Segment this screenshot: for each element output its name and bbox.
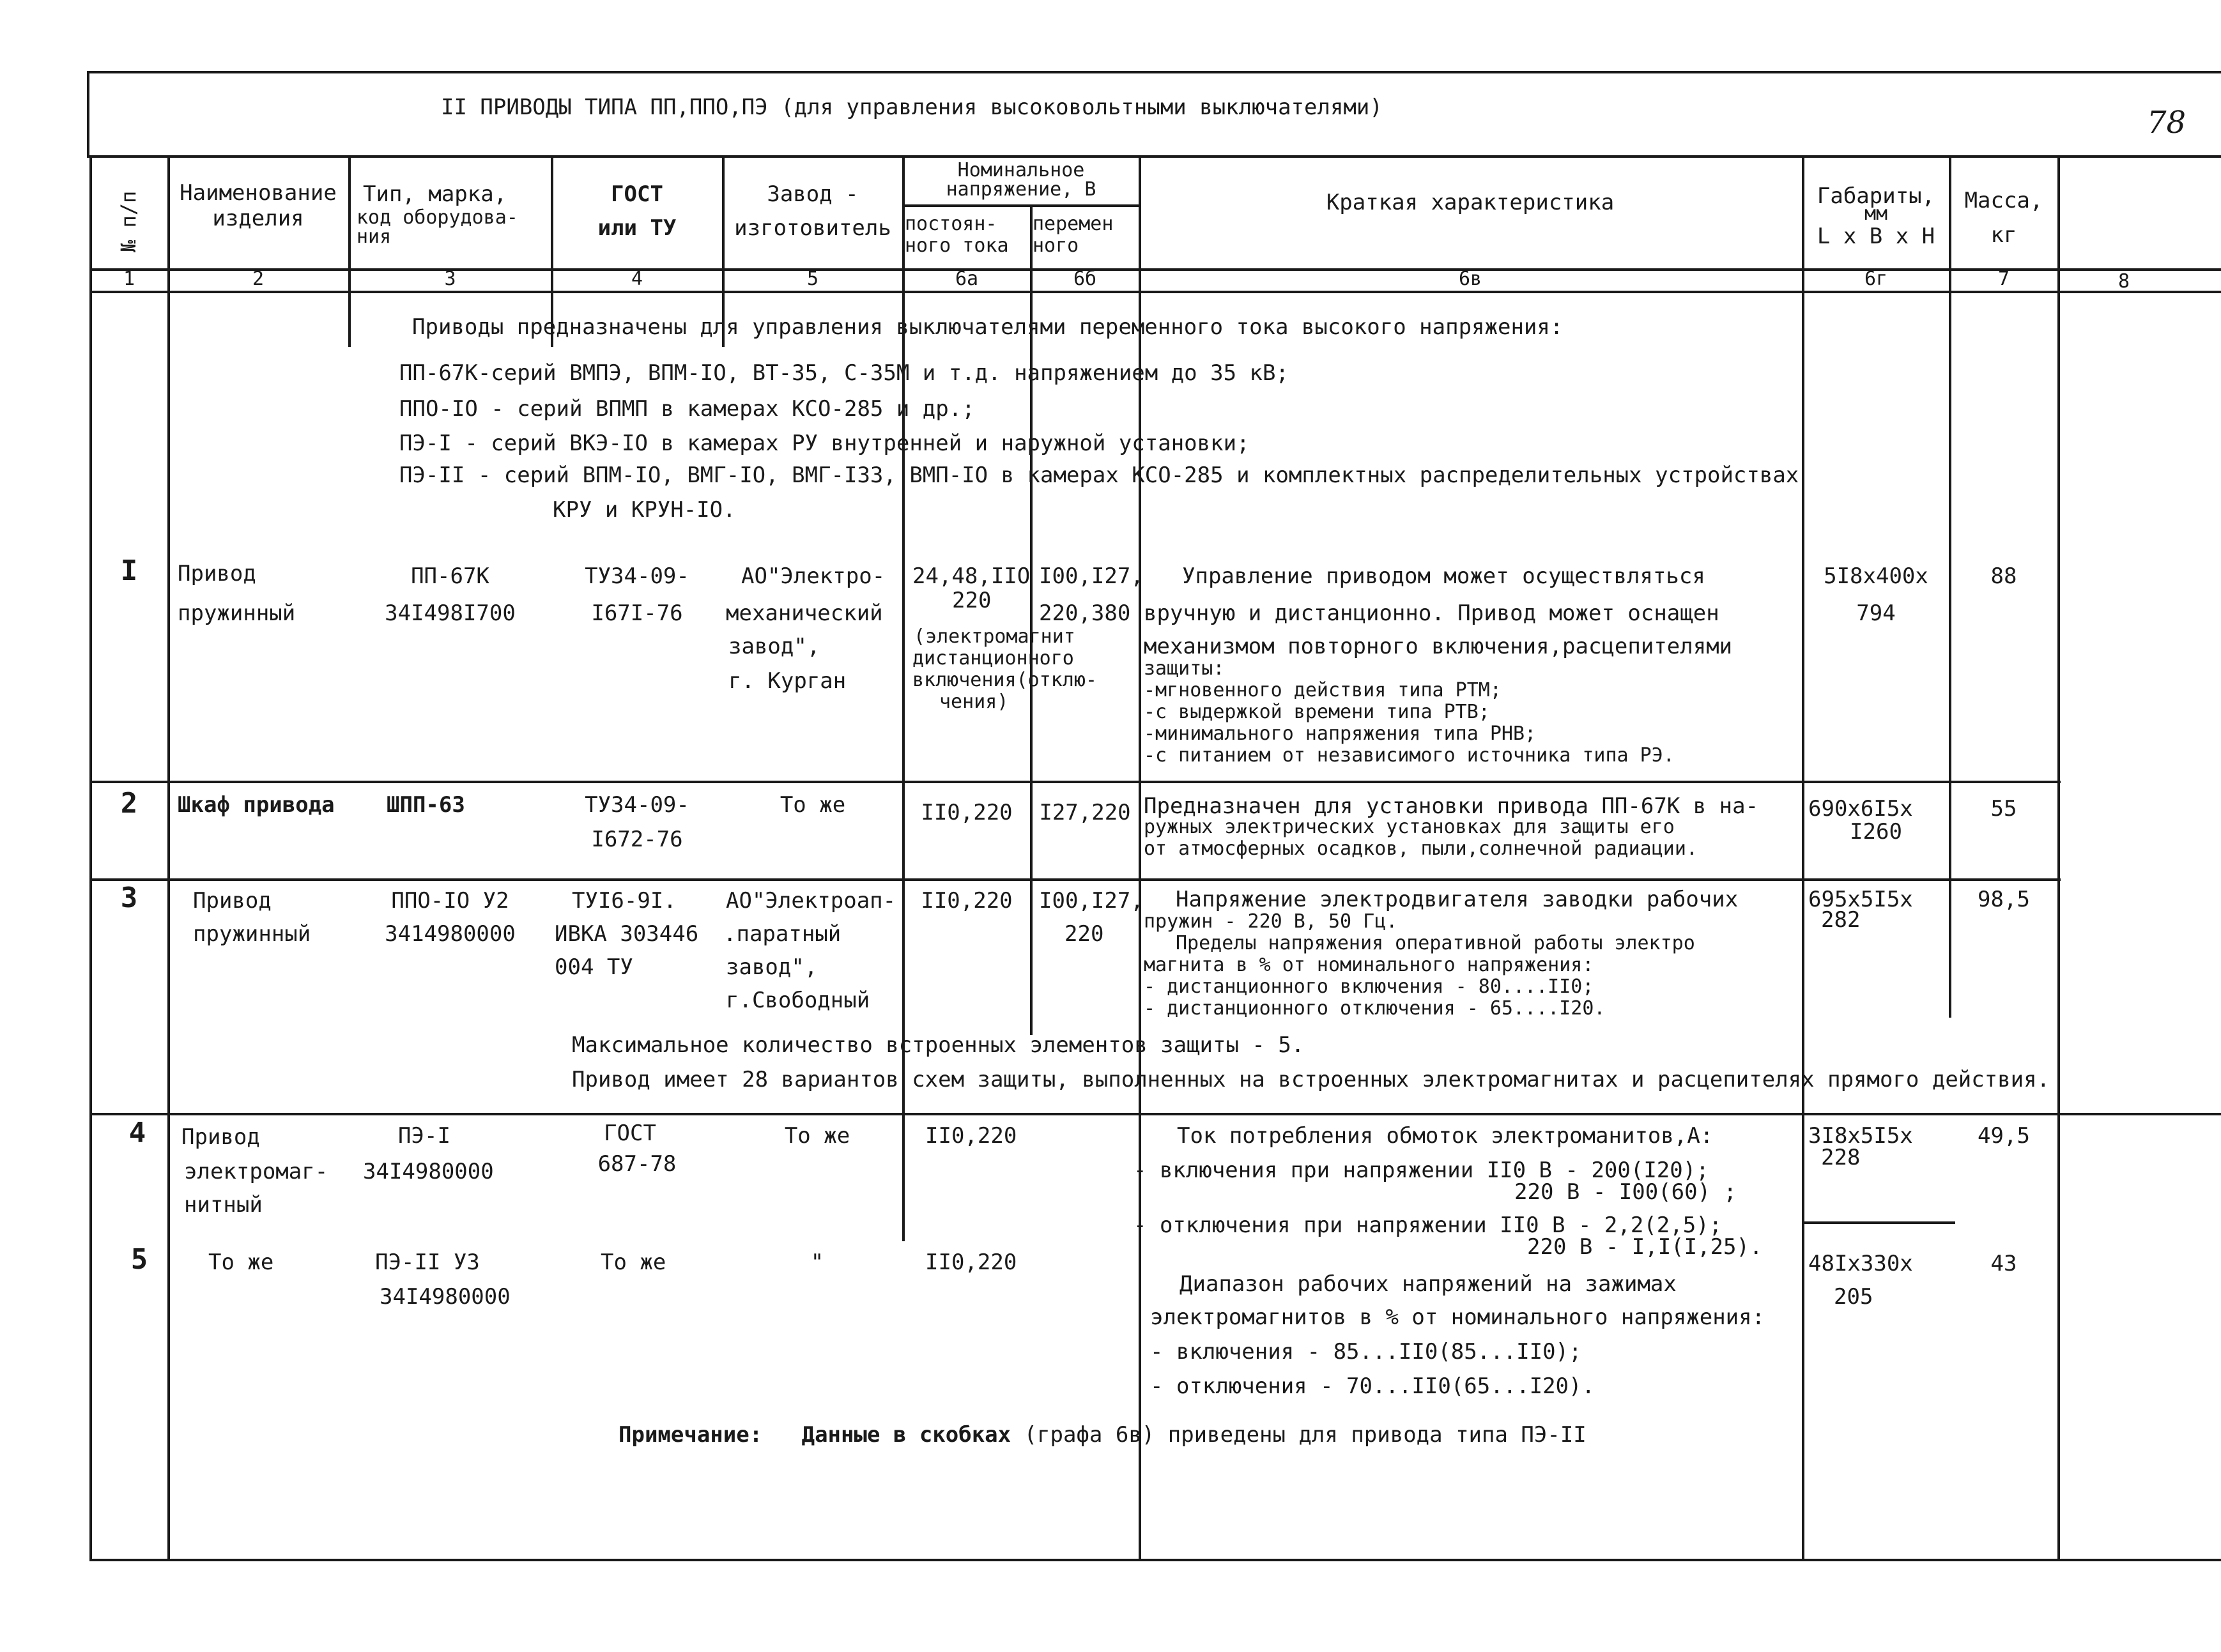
page-number: 78 [2147,105,2186,141]
row-number: 2 [120,787,138,820]
product-name: Шкаф привода [178,792,335,818]
description: Управление приводом может осуществляться [1182,563,1705,589]
dimensions: 5I8x400x [1824,563,1928,589]
nominal-voltage-divider [902,204,1140,207]
row2-top-line [89,781,2061,783]
colnum-2: 2 [252,268,265,290]
product-type: ПП-67К [411,563,489,589]
row5-line [1802,1221,1955,1224]
colnum-6g: 6г [1864,268,1888,290]
manufacturer: " [810,1250,824,1275]
colnum-5: 5 [806,268,819,290]
product-name: Привод [178,561,256,586]
col-line-2 [348,155,351,347]
dc-voltage: II0,220 [925,1123,1017,1149]
col-line-1 [167,155,170,1561]
row3-top-line [89,878,2061,881]
mass: 55 [1990,796,2017,822]
left-border-top [87,71,89,157]
product-gost: ГОСТ [604,1120,656,1146]
manufacturer: АО"Электроап- [726,888,896,914]
document-page: II ПРИВОДЫ ТИПА ПП,ППО,ПЭ (для управления высоковольтными выключателями) 78 № п/п Наименование изделия Тип, марка, код оборудова- ния ГОСТ или ТУ Завод - изготовитель Номинальное напряжение, В постоян- ного тока перемен ного Краткая характеристика Габариты, мм L x B x H Масса, кг 1 2 3 4 5 6а 6б 6в 6г 7 8 Приводы предназначены для управления выключателями переменного тока высокого напряжения: ПП-67К-серий ВМПЭ, ВПМ-IO, ВТ-35, С-35М и т.д. напряжением до 35 кВ; ППО-IO - серий ВПМП в камерах КСО-285 и др.; ПЭ-I - серий ВКЭ-IO в камерах РУ внутренней и наружной установки; ПЭ-II - серий ВПМ-IO, ВМГ-IO, ВМГ-I33, ВМП-IO в камерах КСО-285 и комплектных распределительных устройствах КРУ и КРУН-IO. I Привод пружинный ПП-67К 34I498I700 ТУ34-09- I67I-76 АО"Электро- механический завод", г. Курган 24,48,IIO 220 I00,I27, 220,380 (электромагнит дистанционного включения(отклю- чения) Управление приводом может осуществляться вручную и дистанционно. Привод может оснащен механизмом повторного включения,расцепителями защиты: -мгновенного действия типа РТМ; -с выдержкой времени типа РТВ; -минимального напряжения типа РНВ; -с питанием от независимого источника типа РЭ. 5I8x400x 794 88 2 Шкаф привода ШПП-63 ТУ34-09- I672-76 То же II0,220 I27,220 Предназначен для установки привода ПП-67К в на- ружных электрических установках для защиты его от атмосферных осадков, пыли,солнечной радиации. 690x6I5x I260 55 3 Привод пружинный ППО-IO У2 3414980000 ТУI6-9I. ИВКА 303446 004 ТУ АО"Электроап- .паратный завод", г.Свободный II0,220 I00,I27, 220 Напряжение электродвигателя заводки рабочих пружин - 220 В, 50 Гц. Пределы напряжения оперативной работы электро магнита в % от номинального напряжения: - дистанционного включения - 80....II0; - дистанционного отключения - 65....I20. 695x5I5x 282 98,5 Максимальное количество встроенных элементов защиты - 5. Привод имеет 28 вариантов схем защиты, выполненных на встроенных электромагнитах и расцепителях прямого действия. 4 Привод электромаг- нитный ПЭ-I 34I4980000 ГОСТ 687-78 То же II0,220 3I8x5I5x 228 49,5 Ток потребления обмоток электроманитов,А: - включения при напряжении II0 В - 200(I20); 220 В - I00(60) ; - отключения при напряжении II0 В - 2,2(2,5); 220 В - I,I(I,25). Диапазон рабочих напряжений на зажимах электромагнитов в % от номинального напряжения: - включения - 85...II0(85...II0); - отключения - 70...II0(65...I20). 5 То же ПЭ-II У3 34I4980000 То же " II0,220 48Ix330x 205 43 Примечание: Данные в скобках (графа 6в) приведены для привода типа ПЭ-II [0,0,2221,1652]
colnum-6b: 6б [1073,268,1097,290]
col-desc-heading: Краткая характеристика [1326,190,1615,215]
product-gost: ТУI6-9I. [572,888,677,914]
product-type: ППО-IO У2 [391,888,509,914]
colnum-6a: 6а [955,268,979,290]
col-number-heading: № п/п [116,190,141,252]
mass: 43 [1990,1251,2017,1276]
product-name: Привод [193,888,272,914]
protection-note: Максимальное количество встроенных элементов защиты - 5. [572,1032,1305,1058]
colnum-3: 3 [444,268,456,290]
ac-voltage: I27,220 [1039,800,1131,825]
left-border [89,155,92,1561]
dimensions: 690x6I5x [1808,796,1913,822]
description: Предназначен для установки привода ПП-67К в на- [1144,793,1759,819]
top-border [87,71,2221,73]
ac-voltage: I00,I27, [1039,563,1144,589]
product-type: ПЭ-II У3 [375,1250,480,1275]
dc-voltage: II0,220 [921,800,1013,825]
dc-voltage: II0,220 [925,1250,1017,1275]
manufacturer: То же [780,792,846,818]
manufacturer: То же [784,1123,850,1149]
row-number: I [120,554,138,587]
dimensions: 695x5I5x [1808,887,1913,912]
colnum-7: 7 [1997,268,2010,290]
row-number: 4 [128,1117,146,1149]
title-underline [87,155,2221,158]
note-bold: Данные в скобках [801,1422,1011,1448]
product-gost: ТУ34-09- [585,563,689,589]
colnum-1: 1 [123,268,135,290]
bottom-border [89,1559,2221,1561]
product-type: ПЭ-I [398,1123,450,1149]
page-title: II ПРИВОДЫ ТИПА ПП,ППО,ПЭ (для управления высоковольтными выключателями) [441,95,1383,120]
note-label: Примечание: [619,1422,763,1448]
product-name: То же [208,1250,274,1275]
row4-top-line [89,1113,2221,1115]
dc-voltage: II0,220 [921,888,1013,914]
product-gost: ТУ34-09- [585,792,689,818]
dimensions: 3I8x5I5x [1808,1123,1913,1149]
colnum-bottom-line [89,291,2221,293]
col-line-10 [2057,155,2060,1561]
product-type: ШПП-63 [387,792,465,818]
mass: 88 [1990,563,2017,589]
mass: 98,5 [1978,887,2030,912]
product-gost: То же [601,1250,666,1275]
ac-voltage: I00,I27, [1039,888,1144,914]
colnum-8: 8 [2117,270,2130,293]
note-text [619,1421,1587,1449]
note-body: (графа 6в) приведены для привода типа ПЭ-II [1011,1422,1587,1448]
col-line-8 [1802,155,1804,1561]
row-number: 3 [120,882,138,914]
dc-voltage: 24,48,IIO [912,563,1031,589]
manufacturer: АО"Электро- [741,563,886,589]
description: Напряжение электродвигателя заводки рабочих [1176,887,1739,912]
colnum-4: 4 [631,268,643,290]
row-number: 5 [130,1243,148,1276]
product-name: Привод [181,1124,260,1150]
dimensions: 48Ix330x [1808,1251,1913,1276]
mass: 49,5 [1978,1123,2030,1149]
colnum-6v: 6в [1458,268,1482,290]
electromagnet-note: (электромагнит [914,625,1075,648]
